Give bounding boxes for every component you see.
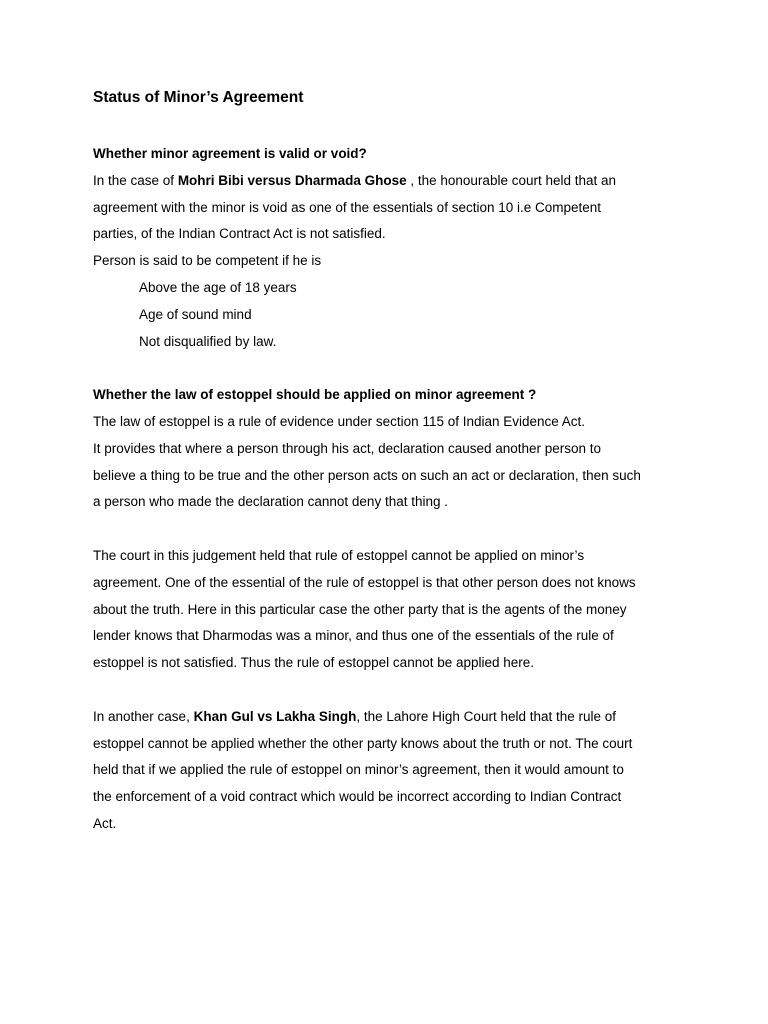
paragraph-line: held that if we applied the rule of estoppel on minor’s agreement, then it would amount to (93, 762, 624, 778)
paragraph-line: the enforcement of a void contract which would be incorrect according to Indian Contract (93, 789, 622, 805)
paragraph-line: about the truth. Here in this particular case the other party that is the agents of the money (93, 601, 627, 617)
paragraph-line: parties, of the Indian Contract Act is not satisfied. (93, 226, 386, 242)
paragraph-line: Act. (93, 815, 117, 831)
paragraph-line: It provides that where a person through his act, declaration caused another person to (93, 440, 602, 456)
paragraph-line (93, 168, 693, 195)
text-span: In the case of (93, 172, 178, 188)
paragraph-line: The court in this judgement held that rule of estoppel cannot be applied on minor’s (93, 547, 585, 563)
case-name: Khan Gul vs Lakha Singh (193, 708, 357, 724)
paragraph-line: agreement with the minor is void as one of the essentials of section 10 i.e Competent (93, 199, 602, 215)
text-span: , the honourable court held that an (406, 172, 617, 188)
case-name: Mohri Bibi versus Dharmada Ghose (177, 172, 407, 188)
question-heading-estoppel: Whether the law of estoppel should be applied on minor agreement ? (93, 387, 537, 403)
paragraph-line: The law of estoppel is a rule of evidence under section 115 of Indian Evidence Act. (93, 413, 586, 429)
paragraph-line (93, 704, 693, 731)
text-span: , the Lahore High Court held that the rule of (356, 708, 617, 724)
text-span: In another case, (93, 708, 194, 724)
paragraph-line: a person who made the declaration cannot deny that thing . (93, 494, 448, 510)
paragraph-line: estoppel cannot be applied whether the other party knows about the truth or not. The court (93, 735, 633, 751)
competency-item: Above the age of 18 years (139, 279, 297, 295)
paragraph-line: estoppel is not satisfied. Thus the rule of estoppel cannot be applied here. (93, 655, 535, 671)
competency-item: Not disqualified by law. (139, 333, 277, 349)
document-page (93, 86, 693, 838)
paragraph-line: Person is said to be competent if he is (93, 253, 322, 269)
paragraph-line: believe a thing to be true and the other person acts on such an act or declaration, then such (93, 467, 641, 483)
paragraph-line: agreement. One of the essential of the rule of estoppel is that other person does not knows (93, 574, 636, 590)
competency-item: Age of sound mind (139, 306, 252, 322)
question-heading-validity: Whether minor agreement is valid or void? (93, 146, 367, 161)
paragraph-line: lender knows that Dharmodas was a minor, and thus one of the essentials of the rule of (93, 628, 614, 644)
document-title: Status of Minor’s Agreement (93, 89, 304, 106)
